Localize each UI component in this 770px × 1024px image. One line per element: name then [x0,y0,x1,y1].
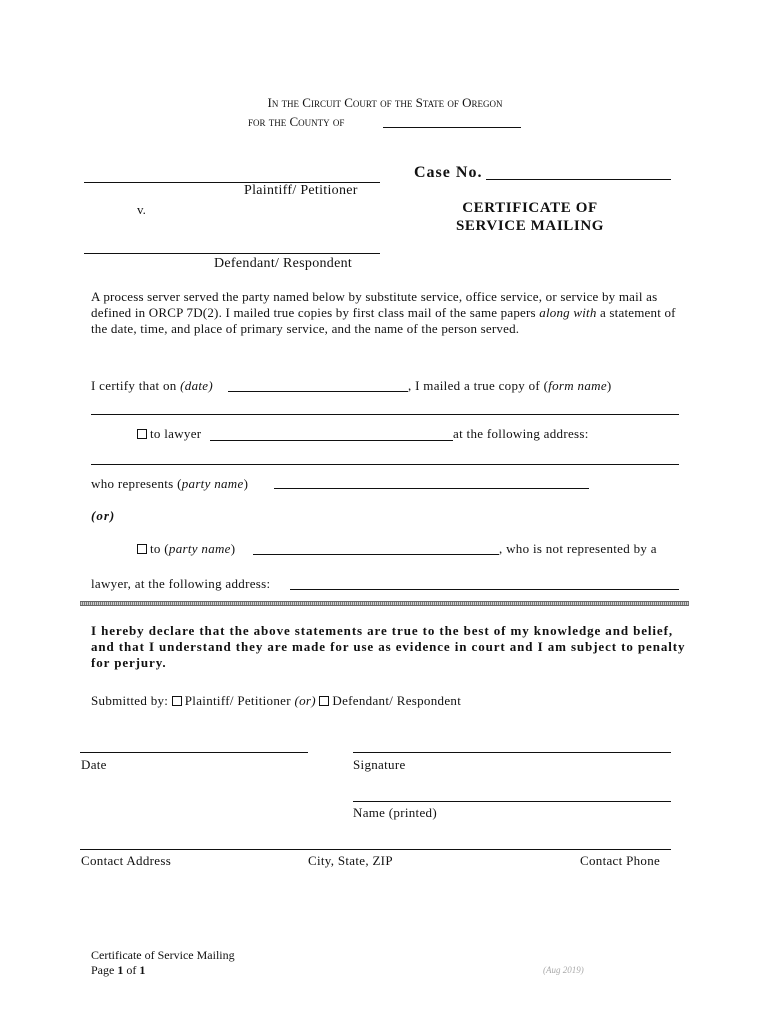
represents-group [91,476,248,492]
section-divider [80,601,689,606]
date-blank[interactable] [80,752,308,753]
intro-text-2: a statement of the date, time, and place of primary service, and the name of the person served. [91,305,676,336]
party-option[interactable] [137,541,235,557]
party-represented-blank[interactable] [274,488,589,489]
footer-page-number [91,963,235,978]
party-prefix: to ( [150,541,169,556]
certify-prefix: I certify that on [91,378,181,393]
certify-suffix: ) [606,378,612,393]
title-line-1: CERTIFICATE OF [462,200,598,216]
county-line [248,114,344,130]
plaintiff-label: Plaintiff/ Petitioner [244,183,358,198]
party-suffix: ) [230,541,236,556]
party-italic: party name [168,541,231,556]
party-checkbox[interactable] [137,544,147,554]
represents-suffix: ) [243,476,249,491]
page-prefix: Page [91,963,115,977]
lawyer-option[interactable] [137,426,201,442]
court-line: In the Circuit Court of the State of Oregon [267,95,503,110]
contact-phone-label: Contact Phone [580,853,661,868]
intro-paragraph [91,289,691,337]
case-no-label: Case No. [414,164,483,181]
signature-label: Signature [353,757,406,772]
or-label: (or) [91,508,116,523]
title-line-2: SERVICE MAILING [455,218,605,234]
submitted-by-row [91,693,461,709]
contact-address-label: Contact Address [81,853,172,868]
court-heading [0,95,770,111]
lawyer-suffix: at the following address: [453,426,589,441]
city-state-zip-label: City, State, ZIP [308,853,393,868]
defendant-option-label: Defendant/ Respondent [332,693,462,708]
party-address-blank[interactable] [290,589,679,590]
certify-prefix-group [91,378,213,394]
case-no-blank[interactable] [486,179,671,180]
plaintiff-checkbox[interactable] [172,696,182,706]
lawyer-address-label: lawyer, at the following address: [91,576,271,591]
represents-prefix: who represents ( [91,476,182,491]
certify-middle: , I mailed a true copy of ( [408,378,549,393]
form-name-blank[interactable] [91,414,679,415]
certify-form-label: form name [548,378,607,393]
certify-form-group [408,378,612,394]
county-blank[interactable] [383,127,521,128]
footer-revision: (Aug 2019) [543,965,584,975]
lawyer-label: to lawyer [150,426,202,441]
intro-italic: along with [539,305,597,320]
party-name-blank[interactable] [253,554,499,555]
submitted-by-label: Submitted by: [91,693,169,708]
defendant-label: Defendant/ Respondent [214,256,353,271]
date-label: Date [81,757,107,772]
page-of: of [126,963,137,977]
plaintiff-option-label: Plaintiff/ Petitioner [184,693,291,708]
page-total: 1 [139,963,146,977]
declaration-text: I hereby declare that the above statements are true to the best of my knowledge and belief, and that I understand they are made for use as evidence in court and I am subject to penalty for perjury. [91,623,686,670]
county-label: for the County of [248,114,345,129]
contact-info-blank[interactable] [80,849,671,850]
intro-text-1: A process server served the party named below by substitute service, office service, or service by mail as defined in ORCP 7D(2). I mailed true copies by first class mail of the same papers [91,289,658,320]
certify-date-label: (date) [180,378,213,393]
printed-name-blank[interactable] [353,801,671,802]
footer-form-name: Certificate of Service Mailing [91,948,235,962]
party-trailing: , who is not represented by a [499,541,657,556]
page-current: 1 [117,963,124,977]
lawyer-checkbox[interactable] [137,429,147,439]
signature-blank[interactable] [353,752,671,753]
versus-label: v. [137,202,146,217]
certify-date-blank[interactable] [228,391,408,392]
defendant-checkbox[interactable] [319,696,329,706]
lawyer-name-blank[interactable] [210,440,453,441]
submitted-or-text: (or) [294,693,316,708]
lawyer-address-blank[interactable] [91,464,679,465]
represents-italic: party name [181,476,244,491]
footer-block [91,948,235,978]
defendant-name-blank[interactable] [84,253,380,254]
printed-name-label: Name (printed) [353,805,437,820]
document-title [440,200,620,235]
